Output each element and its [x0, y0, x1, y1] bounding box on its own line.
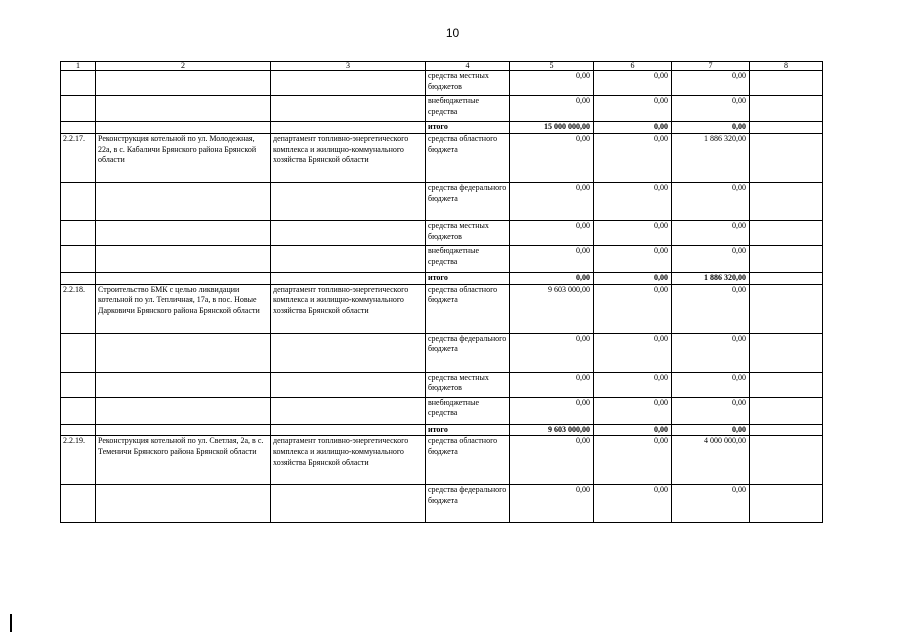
responsible-executor-cell — [271, 424, 426, 436]
extra-column-cell — [750, 272, 823, 284]
extra-column-cell — [750, 182, 823, 220]
amount-year-2-cell: 0,00 — [594, 182, 672, 220]
funding-source-cell: средства федерального бюджета — [426, 182, 510, 220]
budget-table — [60, 61, 823, 523]
responsible-executor-cell — [271, 245, 426, 272]
event-name-cell — [96, 333, 271, 372]
amount-year-3-cell: 0,00 — [672, 284, 750, 333]
event-name-cell — [96, 424, 271, 436]
item-number-cell — [61, 96, 96, 122]
column-number: 7 — [672, 62, 750, 71]
amount-year-2-cell: 0,00 — [594, 284, 672, 333]
amount-year-3-cell: 1 886 320,00 — [672, 133, 750, 182]
page-number: 10 — [445, 26, 460, 40]
event-name-cell — [96, 182, 271, 220]
item-number-cell — [61, 333, 96, 372]
amount-year-3-cell: 0,00 — [672, 333, 750, 372]
amount-year-1-cell: 0,00 — [510, 485, 594, 523]
extra-column-cell — [750, 284, 823, 333]
amount-year-2-cell: 0,00 — [594, 424, 672, 436]
table-row-total — [61, 122, 823, 134]
amount-year-1-cell: 0,00 — [510, 272, 594, 284]
amount-year-1-cell: 0,00 — [510, 71, 594, 96]
amount-year-3-cell: 0,00 — [672, 71, 750, 96]
responsible-executor-cell — [271, 372, 426, 397]
amount-year-1-cell: 0,00 — [510, 372, 594, 397]
funding-source-cell: средства местных бюджетов — [426, 372, 510, 397]
event-name-cell: Реконструкция котельной по ул. Молодежная, 22а, в с. Кабаличи Брянского района Брянской области — [96, 133, 271, 182]
funding-source-cell: внебюджетные средства — [426, 96, 510, 122]
column-number: 8 — [750, 62, 823, 71]
funding-source-cell: итого — [426, 122, 510, 134]
responsible-executor-cell — [271, 397, 426, 424]
column-number: 1 — [61, 62, 96, 71]
funding-source-cell: внебюджетные средства — [426, 397, 510, 424]
event-name-cell — [96, 397, 271, 424]
event-name-cell — [96, 96, 271, 122]
table-row-total — [61, 272, 823, 284]
responsible-executor-cell — [271, 220, 426, 245]
column-number: 6 — [594, 62, 672, 71]
funding-source-cell: итого — [426, 424, 510, 436]
item-number-cell: 2.2.17. — [61, 133, 96, 182]
extra-column-cell — [750, 220, 823, 245]
extra-column-cell — [750, 245, 823, 272]
funding-source-cell: средства федерального бюджета — [426, 333, 510, 372]
event-name-cell — [96, 220, 271, 245]
responsible-executor-cell — [271, 182, 426, 220]
amount-year-1-cell: 15 000 000,00 — [510, 122, 594, 134]
amount-year-3-cell: 0,00 — [672, 220, 750, 245]
extra-column-cell — [750, 397, 823, 424]
responsible-executor-cell — [271, 71, 426, 96]
column-number: 2 — [96, 62, 271, 71]
item-number-cell — [61, 220, 96, 245]
scan-edge-mark — [10, 614, 12, 632]
funding-source-cell: средства местных бюджетов — [426, 71, 510, 96]
amount-year-3-cell: 1 886 320,00 — [672, 272, 750, 284]
item-number-cell: 2.2.18. — [61, 284, 96, 333]
item-number-cell — [61, 71, 96, 96]
item-number-cell — [61, 372, 96, 397]
amount-year-3-cell: 4 000 000,00 — [672, 436, 750, 485]
responsible-executor-cell — [271, 333, 426, 372]
table-row — [61, 436, 823, 485]
responsible-executor-cell: департамент топливно-энергетического комплекса и жилищно-коммунального хозяйства Брянской области — [271, 284, 426, 333]
amount-year-2-cell: 0,00 — [594, 436, 672, 485]
extra-column-cell — [750, 372, 823, 397]
table-row — [61, 245, 823, 272]
amount-year-3-cell: 0,00 — [672, 397, 750, 424]
item-number-cell — [61, 485, 96, 523]
amount-year-2-cell: 0,00 — [594, 220, 672, 245]
event-name-cell — [96, 71, 271, 96]
table-row — [61, 485, 823, 523]
extra-column-cell — [750, 96, 823, 122]
amount-year-2-cell: 0,00 — [594, 133, 672, 182]
event-name-cell — [96, 122, 271, 134]
amount-year-1-cell: 0,00 — [510, 245, 594, 272]
table-row — [61, 182, 823, 220]
column-number: 4 — [426, 62, 510, 71]
table-row — [61, 372, 823, 397]
table-body — [61, 62, 823, 523]
amount-year-1-cell: 0,00 — [510, 436, 594, 485]
funding-source-cell: внебюджетные средства — [426, 245, 510, 272]
event-name-cell — [96, 245, 271, 272]
amount-year-2-cell: 0,00 — [594, 96, 672, 122]
extra-column-cell — [750, 122, 823, 134]
table-row — [61, 220, 823, 245]
responsible-executor-cell — [271, 272, 426, 284]
amount-year-1-cell: 0,00 — [510, 220, 594, 245]
amount-year-3-cell: 0,00 — [672, 245, 750, 272]
table-row — [61, 96, 823, 122]
table-row — [61, 284, 823, 333]
amount-year-2-cell: 0,00 — [594, 272, 672, 284]
responsible-executor-cell — [271, 122, 426, 134]
column-number-row — [61, 62, 823, 71]
item-number-cell — [61, 245, 96, 272]
amount-year-3-cell: 0,00 — [672, 182, 750, 220]
amount-year-2-cell: 0,00 — [594, 397, 672, 424]
amount-year-1-cell: 9 603 000,00 — [510, 424, 594, 436]
extra-column-cell — [750, 424, 823, 436]
item-number-cell — [61, 272, 96, 284]
responsible-executor-cell: департамент топливно-энергетического комплекса и жилищно-коммунального хозяйства Брянской области — [271, 436, 426, 485]
funding-source-cell: средства областного бюджета — [426, 133, 510, 182]
event-name-cell: Реконструкция котельной по ул. Светлая, 2а, в с. Теменичи Брянского района Брянской области — [96, 436, 271, 485]
table-row — [61, 133, 823, 182]
amount-year-2-cell: 0,00 — [594, 333, 672, 372]
item-number-cell — [61, 424, 96, 436]
amount-year-1-cell: 0,00 — [510, 96, 594, 122]
extra-column-cell — [750, 133, 823, 182]
event-name-cell: Строительство БМК с целью ликвидации котельной по ул. Тепличная, 17а, в пос. Новые Дарковичи Брянского района Брянской области — [96, 284, 271, 333]
extra-column-cell — [750, 485, 823, 523]
column-number: 3 — [271, 62, 426, 71]
funding-source-cell: средства областного бюджета — [426, 436, 510, 485]
event-name-cell — [96, 485, 271, 523]
responsible-executor-cell — [271, 96, 426, 122]
amount-year-1-cell: 0,00 — [510, 333, 594, 372]
extra-column-cell — [750, 71, 823, 96]
funding-source-cell: средства федерального бюджета — [426, 485, 510, 523]
table-row-total — [61, 424, 823, 436]
table-row — [61, 71, 823, 96]
amount-year-2-cell: 0,00 — [594, 71, 672, 96]
amount-year-1-cell: 0,00 — [510, 397, 594, 424]
item-number-cell — [61, 397, 96, 424]
amount-year-1-cell: 0,00 — [510, 182, 594, 220]
column-number: 5 — [510, 62, 594, 71]
funding-source-cell: средства областного бюджета — [426, 284, 510, 333]
amount-year-3-cell: 0,00 — [672, 122, 750, 134]
amount-year-2-cell: 0,00 — [594, 245, 672, 272]
funding-source-cell: средства местных бюджетов — [426, 220, 510, 245]
item-number-cell — [61, 182, 96, 220]
amount-year-2-cell: 0,00 — [594, 485, 672, 523]
item-number-cell: 2.2.19. — [61, 436, 96, 485]
table-row — [61, 397, 823, 424]
table-row — [61, 333, 823, 372]
amount-year-1-cell: 9 603 000,00 — [510, 284, 594, 333]
amount-year-3-cell: 0,00 — [672, 372, 750, 397]
extra-column-cell — [750, 436, 823, 485]
amount-year-1-cell: 0,00 — [510, 133, 594, 182]
amount-year-3-cell: 0,00 — [672, 485, 750, 523]
amount-year-3-cell: 0,00 — [672, 424, 750, 436]
responsible-executor-cell: департамент топливно-энергетического комплекса и жилищно-коммунального хозяйства Брянской области — [271, 133, 426, 182]
responsible-executor-cell — [271, 485, 426, 523]
funding-source-cell: итого — [426, 272, 510, 284]
amount-year-2-cell: 0,00 — [594, 372, 672, 397]
amount-year-2-cell: 0,00 — [594, 122, 672, 134]
item-number-cell — [61, 122, 96, 134]
event-name-cell — [96, 272, 271, 284]
event-name-cell — [96, 372, 271, 397]
amount-year-3-cell: 0,00 — [672, 96, 750, 122]
extra-column-cell — [750, 333, 823, 372]
